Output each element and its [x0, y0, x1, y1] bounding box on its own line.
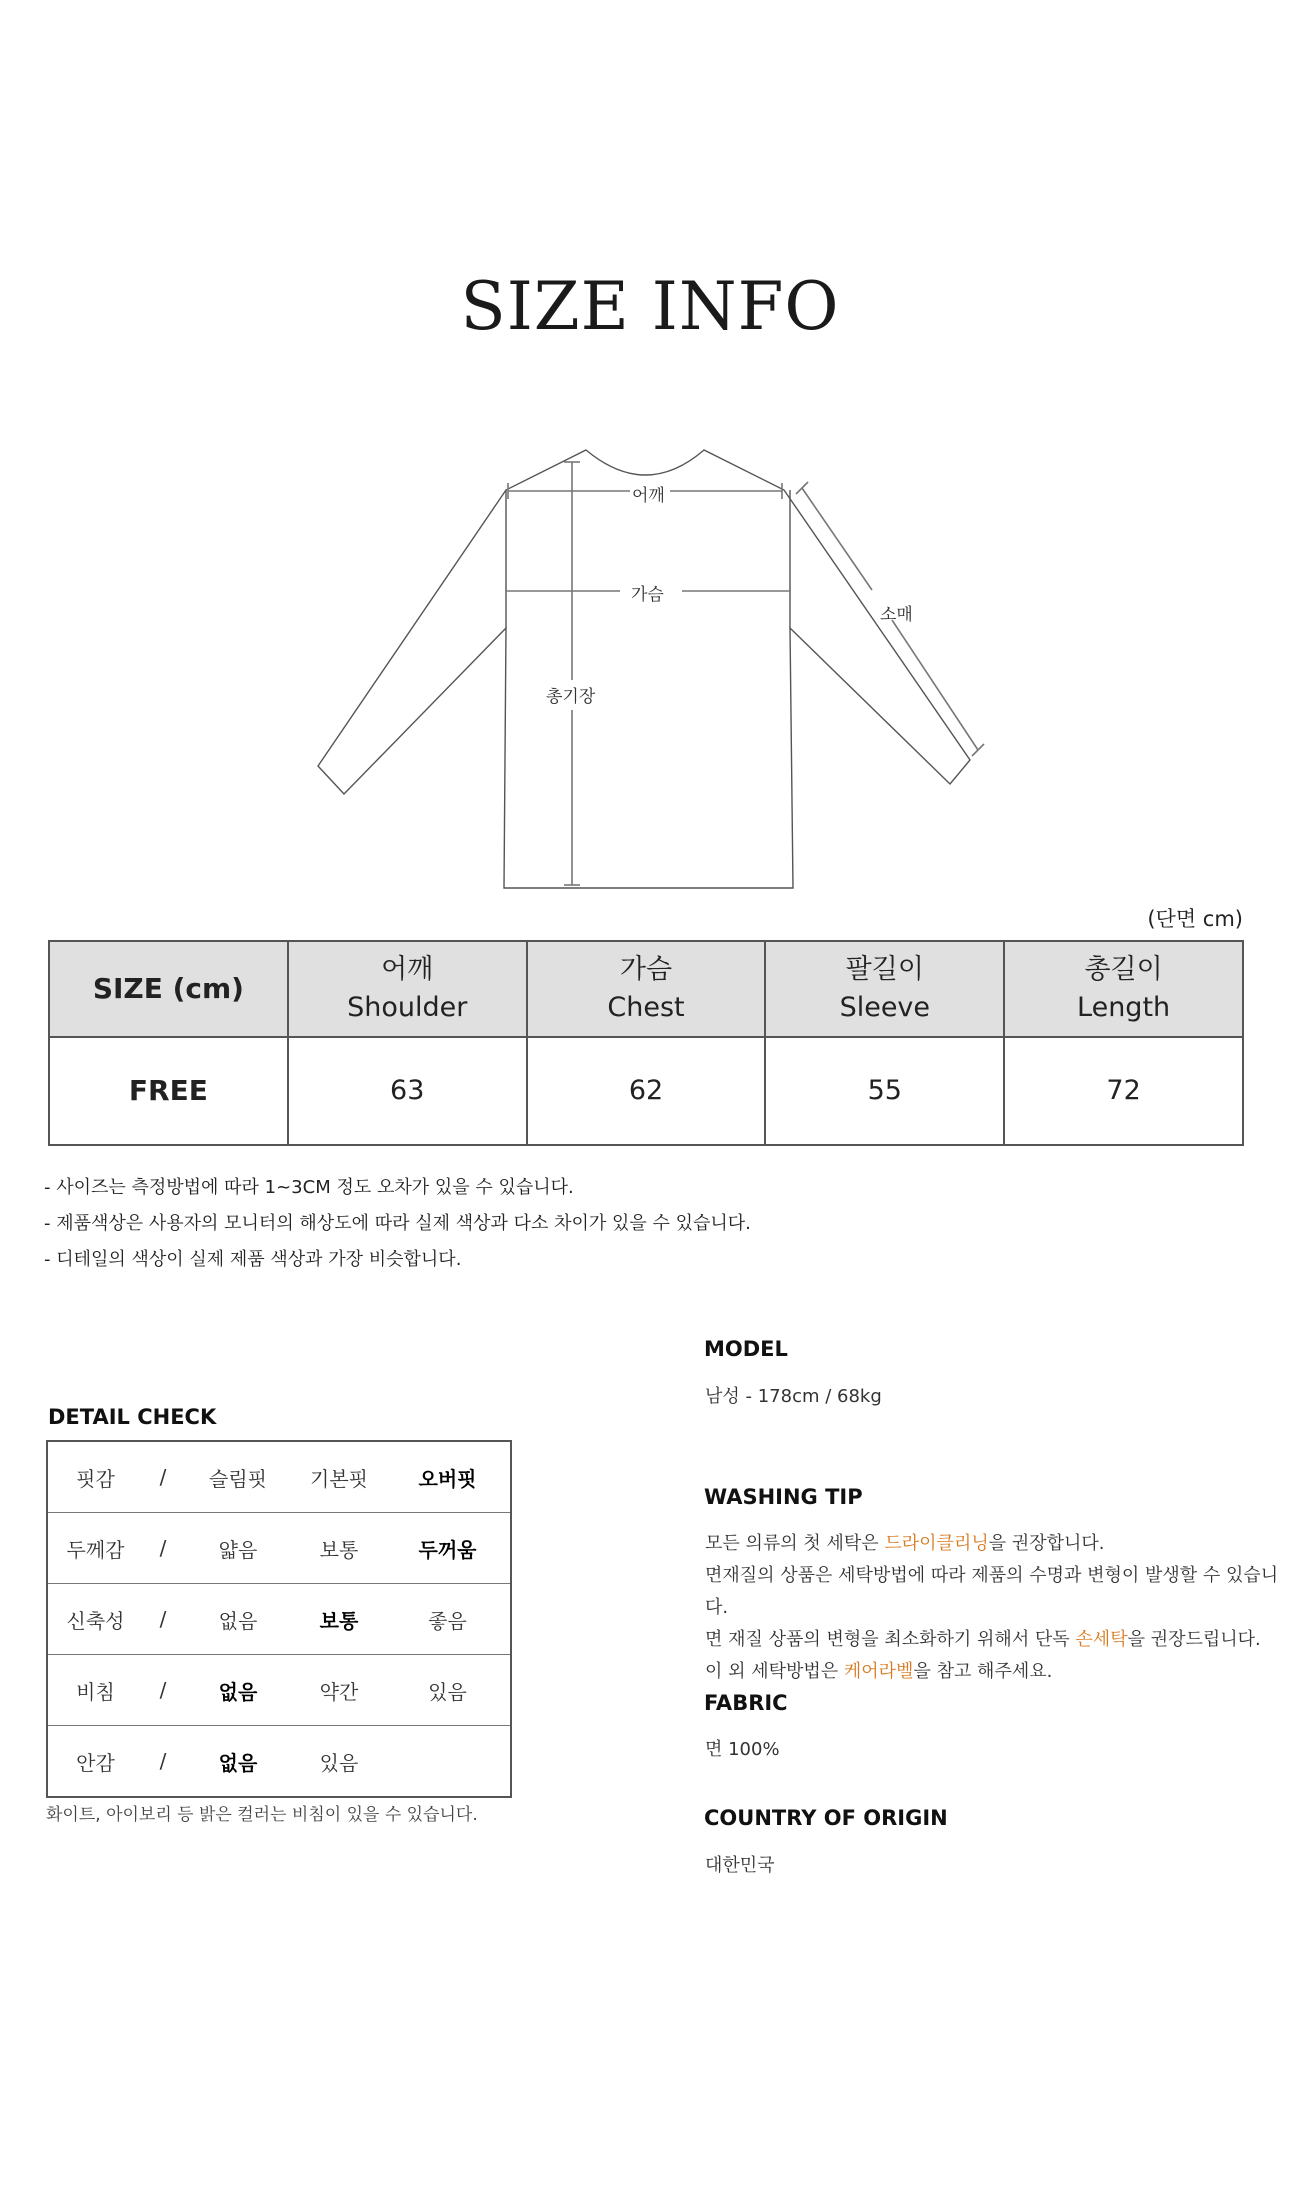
note-line: - 사이즈는 측정방법에 따라 1~3CM 정도 오차가 있을 수 있습니다. [44, 1177, 574, 1198]
detail-label: 핏감 [47, 1441, 143, 1513]
garment-outline [318, 450, 970, 888]
washing-line: 모든 의류의 첫 세탁은 드라이클리닝을 권장합니다. [705, 1533, 1105, 1554]
shoulder-label: 어깨 [632, 486, 665, 506]
model-text: 남성 - 178cm / 68kg [705, 1386, 882, 1407]
detail-option-selected: 없음 [218, 1750, 258, 1775]
detail-label: 안감 [76, 1750, 115, 1775]
washing-title: WASHING TIP [704, 1485, 863, 1509]
note-line: - 디테일의 색상이 실제 제품 색상과 가장 비슷합니다. [44, 1249, 462, 1270]
detail-sep: / [143, 1513, 183, 1584]
size-table-header [49, 941, 1243, 1037]
size-header-size: SIZE (cm) [49, 941, 288, 1037]
detail-sep: / [143, 1655, 183, 1726]
detail-option: 얇음 [183, 1513, 293, 1584]
detail-option-selected: 없음 [183, 1655, 293, 1726]
length-label: 총기장 [546, 687, 596, 707]
fabric-title: FABRIC [704, 1691, 788, 1715]
detail-option: 없음 [183, 1584, 293, 1655]
washing-line: 이 외 세탁방법은 케어라벨을 참고 해주세요. [705, 1661, 1053, 1682]
detail-option: 약간 [293, 1655, 385, 1726]
detail-check-title: DETAIL CHECK [48, 1405, 217, 1429]
size-header-sleeve: 팔길이 Sleeve [765, 941, 1004, 1037]
washing-line: 면 재질 상품의 변형을 최소화하기 위해서 단독 손세탁을 권장드립니다. [705, 1629, 1261, 1650]
note-line: - 제품색상은 사용자의 모니터의 해상도에 따라 실제 색상과 다소 차이가 있을 수 있습니다. [44, 1213, 751, 1234]
size-notes [44, 1170, 751, 1278]
page-title: SIZE INFO [460, 268, 840, 345]
detail-option: 좋음 [385, 1584, 511, 1655]
unit-note: (단면 cm) [1147, 907, 1243, 931]
detail-note: 화이트, 아이보리 등 밝은 컬러는 비침이 있을 수 있습니다. [46, 1805, 478, 1825]
size-header-shoulder: 어깨 Shoulder [288, 941, 527, 1037]
washing-line: 면재질의 상품은 세탁방법에 따라 제품의 수명과 변형이 발생할 수 있습니다. [705, 1565, 1279, 1618]
model-title: MODEL [704, 1337, 788, 1361]
size-cell-shoulder: 63 [288, 1037, 527, 1145]
detail-row-sheer [47, 1655, 511, 1726]
size-table-row [49, 1037, 1243, 1145]
detail-check-table [46, 1440, 512, 1798]
detail-row-lining [47, 1726, 511, 1798]
detail-option: 기본핏 [293, 1441, 385, 1513]
origin-text: 대한민국 [705, 1855, 775, 1876]
size-cell-size: FREE [49, 1037, 288, 1145]
detail-label: 신축성 [47, 1584, 143, 1655]
detail-option [385, 1726, 511, 1798]
detail-label: 두께감 [47, 1513, 143, 1584]
detail-option: 있음 [319, 1750, 359, 1775]
size-header-chest: 가슴 Chest [527, 941, 766, 1037]
detail-sep: / [143, 1441, 183, 1513]
size-header-length: 총길이 Length [1004, 941, 1243, 1037]
detail-option-selected: 오버핏 [385, 1441, 511, 1513]
detail-option: 있음 [385, 1655, 511, 1726]
fabric-text: 면 100% [705, 1739, 780, 1760]
washing-highlight: 드라이클리닝 [884, 1533, 989, 1554]
washing-highlight: 손세탁 [1075, 1629, 1128, 1650]
detail-option: 슬림핏 [183, 1441, 293, 1513]
detail-row-fit [47, 1441, 511, 1513]
size-table [48, 940, 1244, 1146]
detail-row-stretch [47, 1584, 511, 1655]
sleeve-measure-line [802, 488, 872, 590]
origin-title: COUNTRY OF ORIGIN [704, 1806, 948, 1830]
sleeve-label: 소매 [880, 605, 913, 625]
detail-option: 보통 [293, 1513, 385, 1584]
detail-sep: / [159, 1749, 167, 1773]
size-cell-sleeve: 55 [765, 1037, 1004, 1145]
size-cell-chest: 62 [527, 1037, 766, 1145]
detail-option-selected: 보통 [293, 1584, 385, 1655]
detail-option-selected: 두꺼움 [385, 1513, 511, 1584]
washing-text [705, 1528, 1300, 1688]
size-cell-length: 72 [1004, 1037, 1243, 1145]
chest-label: 가슴 [631, 585, 664, 605]
detail-sep: / [143, 1584, 183, 1655]
washing-highlight: 케어라벨 [843, 1661, 914, 1682]
detail-label: 비침 [47, 1655, 143, 1726]
detail-row-thickness [47, 1513, 511, 1584]
